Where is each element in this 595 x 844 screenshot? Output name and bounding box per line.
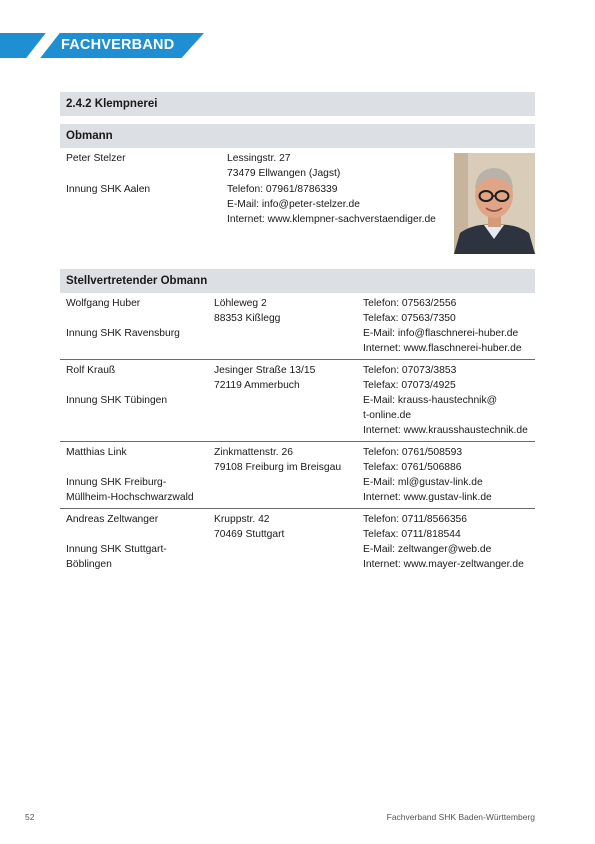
entry-internet: Internet: www.mayer-zeltwanger.de	[363, 559, 524, 570]
entry-telefax: Telefax: 0711/818544	[363, 529, 461, 540]
entry-telefax: Telefax: 07073/4925	[363, 380, 456, 391]
entry-telefon: Telefon: 0711/8566356	[363, 514, 468, 525]
entry-divider	[60, 508, 535, 509]
entry-name: Rolf Krauß	[66, 365, 116, 376]
entry-city: 70469 Stuttgart	[214, 529, 285, 540]
entry-email: E-Mail: info@flaschnerei-huber.de	[363, 328, 519, 339]
entry-email: E-Mail: krauss-haustechnik@	[363, 395, 498, 406]
entry-email: E-Mail: zeltwanger@web.de	[363, 544, 492, 555]
obmann-heading: Obmann	[60, 124, 535, 148]
entry-telefon: Telefon: 07073/3853	[363, 365, 457, 376]
entry-telefon: Telefon: 0761/508593	[363, 447, 463, 458]
entry-name: Matthias Link	[66, 447, 127, 458]
entry-innung: Innung SHK Ravensburg	[66, 328, 180, 339]
entry-divider	[60, 359, 535, 360]
entry-internet: Internet: www.gustav-link.de	[363, 492, 492, 503]
obmann-innung: Innung SHK Aalen	[66, 184, 151, 195]
entry-email: E-Mail: ml@gustav-link.de	[363, 477, 483, 488]
entry-innung: Innung SHK Tübingen	[66, 395, 168, 406]
entry-telefon: Telefon: 07563/2556	[363, 298, 457, 309]
entry-city: 72119 Ammerbuch	[214, 380, 300, 391]
obmann-internet: Internet: www.klempner-sachverstaendiger.de	[227, 214, 436, 225]
entry-street: Kruppstr. 42	[214, 514, 270, 525]
entry-innung-continued: Böblingen	[66, 559, 112, 570]
entry-internet: Internet: www.krausshaustechnik.de	[363, 425, 528, 436]
obmann-city: 73479 Ellwangen (Jagst)	[227, 168, 341, 179]
page-number: 52	[25, 812, 35, 822]
entry-innung-continued: Müllheim-Hochschwarzwald	[66, 492, 194, 503]
entry-street: Jesinger Straße 13/15	[214, 365, 316, 376]
obmann-portrait-photo	[454, 153, 535, 254]
entry-telefax: Telefax: 07563/7350	[363, 313, 456, 324]
obmann-telefon: Telefon: 07961/8786339	[227, 184, 338, 195]
entry-city: 88353 Kißlegg	[214, 313, 281, 324]
obmann-name: Peter Stelzer	[66, 153, 126, 164]
obmann-street: Lessingstr. 27	[227, 153, 291, 164]
footer-publisher: Fachverband SHK Baden-Württemberg	[386, 812, 535, 822]
entry-innung: Innung SHK Stuttgart-	[66, 544, 167, 555]
entry-email-continued: t-online.de	[363, 410, 412, 421]
entry-internet: Internet: www.flaschnerei-huber.de	[363, 343, 522, 354]
entry-street: Löhleweg 2	[214, 298, 267, 309]
entry-name: Andreas Zeltwanger	[66, 514, 159, 525]
entry-divider	[60, 441, 535, 442]
entry-name: Wolfgang Huber	[66, 298, 141, 309]
entry-telefax: Telefax: 0761/506886	[363, 462, 462, 473]
entry-city: 79108 Freiburg im Breisgau	[214, 462, 342, 473]
portrait-illustration	[454, 153, 535, 254]
entry-street: Zinkmattenstr. 26	[214, 447, 293, 458]
entry-innung: Innung SHK Freiburg-	[66, 477, 167, 488]
header-banner-title: FACHVERBAND	[61, 37, 175, 53]
section-title: 2.4.2 Klempnerei	[60, 92, 535, 116]
stellvertreter-heading: Stellvertretender Obmann	[60, 269, 535, 293]
obmann-email: E-Mail: info@peter-stelzer.de	[227, 199, 360, 210]
